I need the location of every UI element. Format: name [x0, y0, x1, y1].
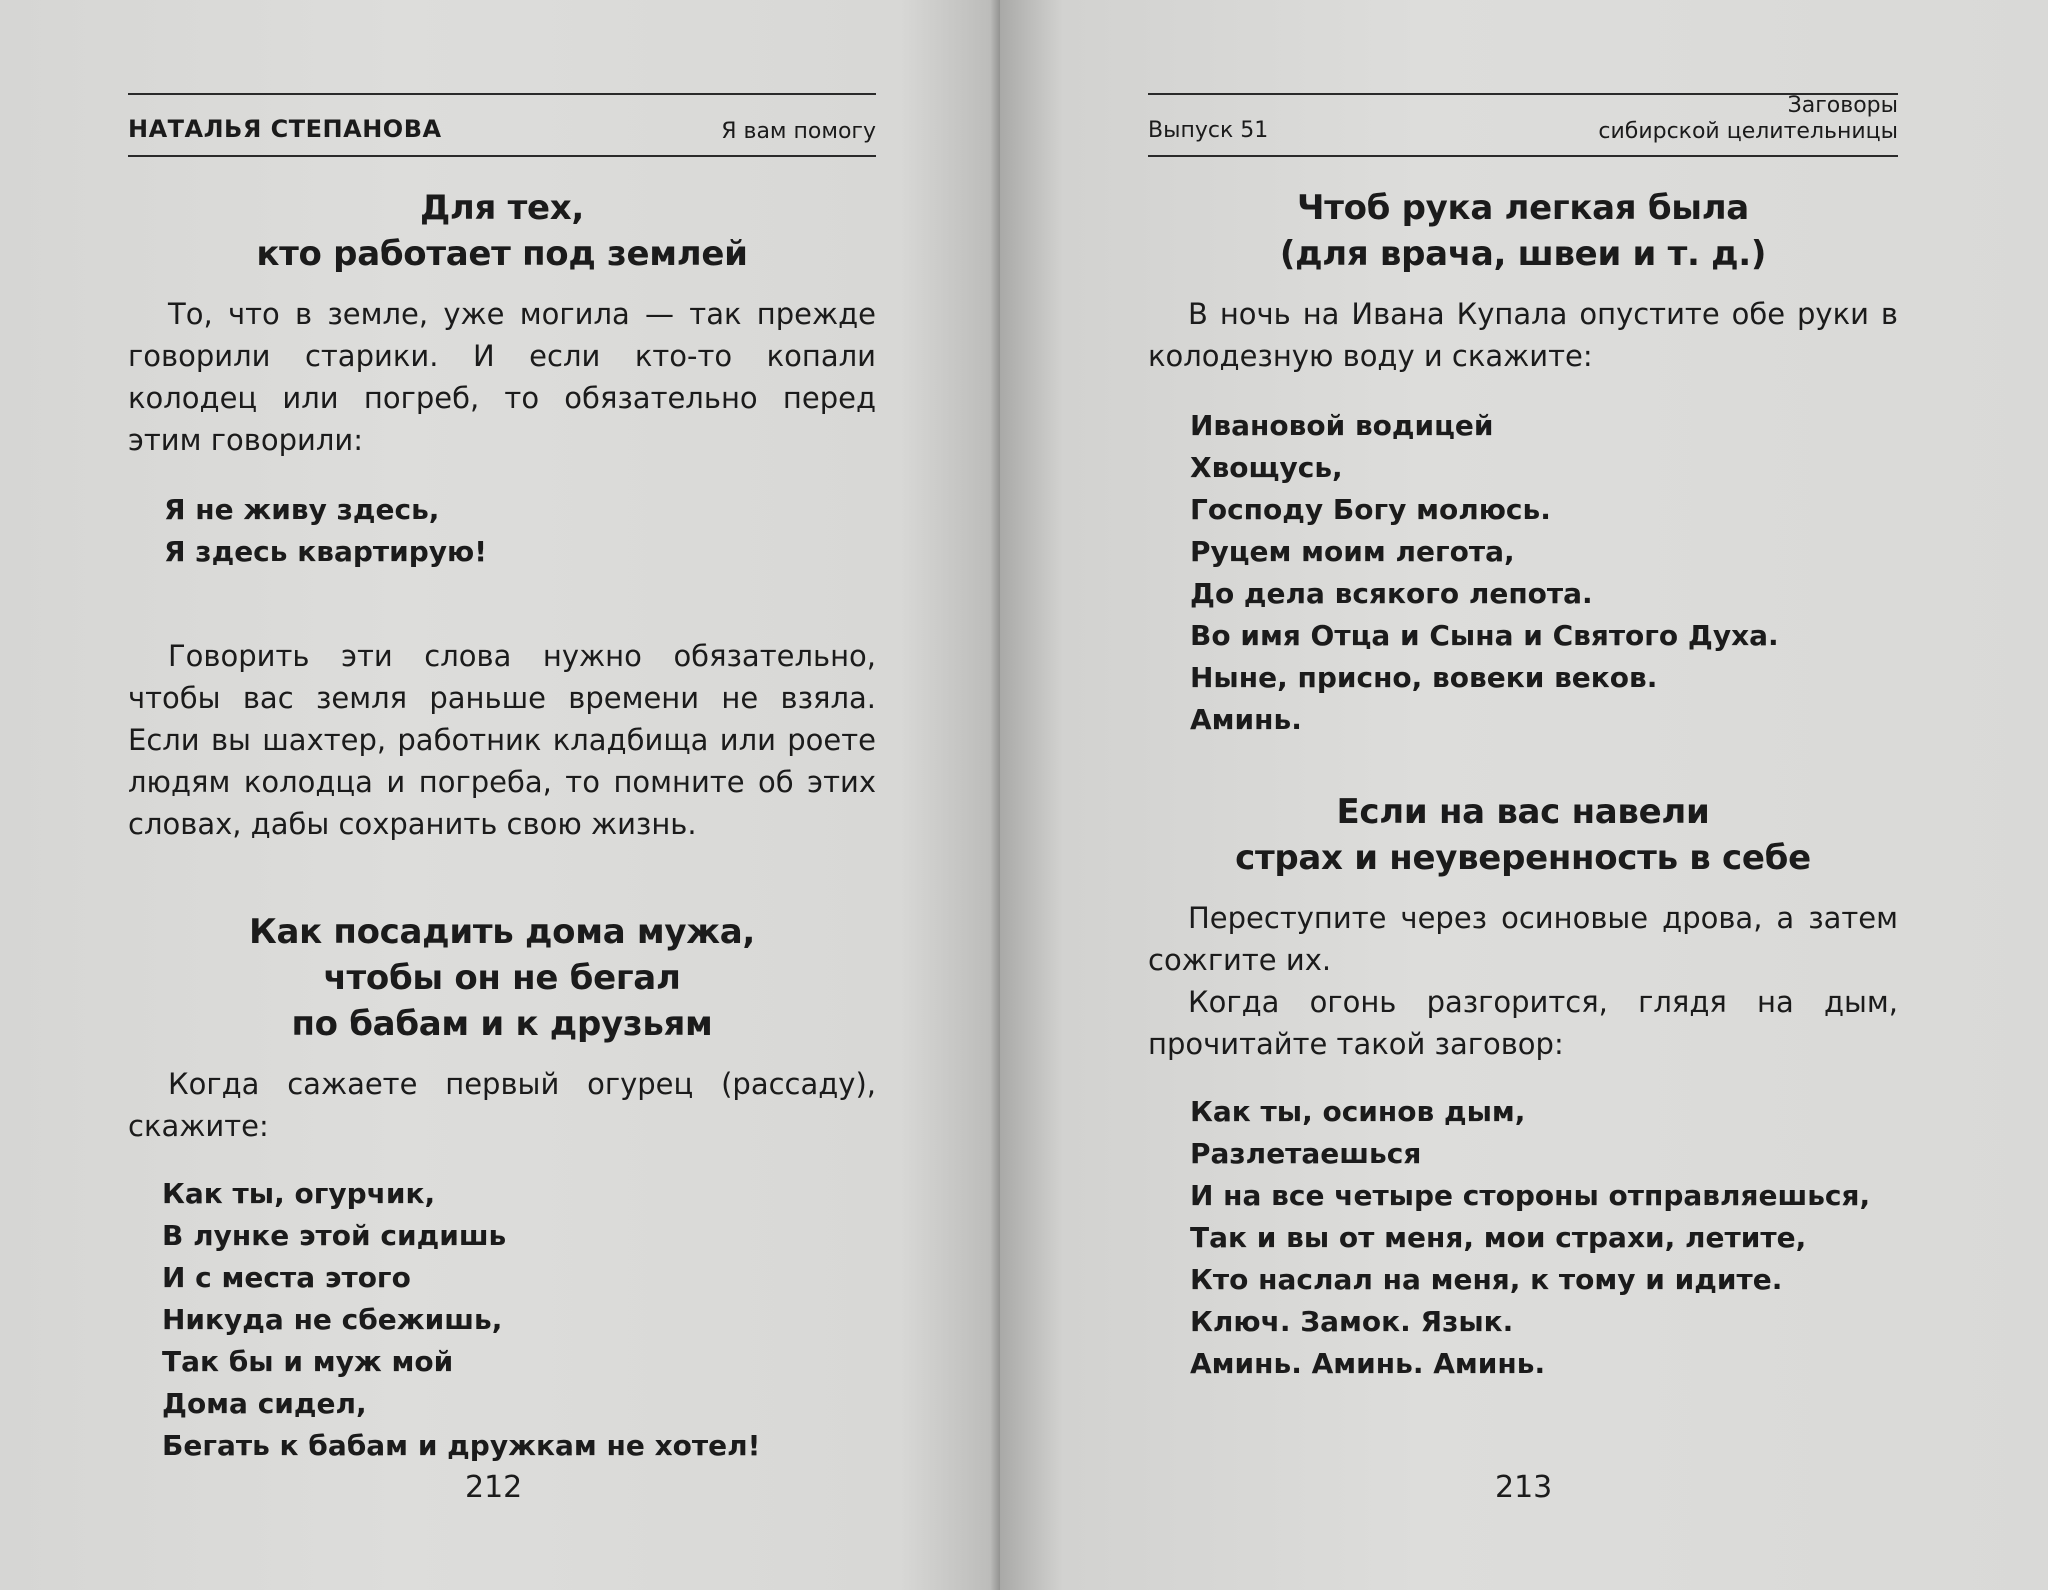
spell-verse: Как ты, огурчик, В лунке этой сидишь И с места этого Никуда не сбежишь, Так бы и муж мой Дома сидел, Бегать к бабам и дружкам не хотел!	[162, 1177, 761, 1462]
series-title: Заговоры сибирской целительницы	[1598, 93, 1898, 144]
page-number-left: 212	[465, 1470, 523, 1505]
page-number-right: 213	[1495, 1470, 1553, 1505]
paragraph: Когда огонь разгорится, глядя на дым, прочитайте такой заговор:	[1148, 985, 1898, 1061]
right-page	[1000, 0, 2048, 1590]
paragraph: Переступите через осиновые дрова, а затем сожгите их.	[1148, 901, 1898, 977]
paragraph: В ночь на Ивана Купала опустите обе руки в колодезную воду и скажите:	[1148, 297, 1898, 373]
book-title: Я вам помогу	[721, 119, 876, 144]
spell-verse: Ивановой водицей Хвощусь, Господу Богу молюсь. Руцем моим легота, До дела всякого лепота. Во имя Отца и Сына и Святого Духа. Ныне, присно, вовеки веков. Аминь.	[1190, 409, 1779, 736]
left-running-head	[128, 93, 876, 157]
left-body	[128, 185, 876, 1467]
author-name: НАТАЛЬЯ СТЕПАНОВА	[128, 115, 442, 143]
paragraph: Когда сажаете первый огурец (рассаду), скажите:	[128, 1067, 876, 1143]
spell-verse: Как ты, осинов дым, Разлетаешься И на все четыре стороны отправляешься, Так и вы от меня, мои страхи, летите, Кто наслал на меня, к тому и идите. Ключ. Замок. Язык. Аминь. Аминь. Аминь.	[1190, 1095, 1871, 1380]
spell-verse: Я не живу здесь, Я здесь квартирую!	[164, 493, 488, 568]
left-page	[0, 0, 1000, 1590]
section-title-husband: Как посадить дома мужа, чтобы он не бегал по бабам и к друзьям	[248, 912, 756, 1044]
issue-number: Выпуск 51	[1148, 118, 1269, 143]
section-title-light-hand: Чтоб рука легкая была (для врача, швеи и т. д.)	[1279, 188, 1767, 274]
right-running-head	[1148, 93, 1898, 157]
right-body	[1148, 185, 1898, 1385]
paragraph: То, что в земле, уже могила — так прежде говорили старики. И если кто-то копали колодец или погреб, то обязательно перед этим говорили:	[128, 297, 876, 457]
paragraph: Говорить эти слова нужно обязательно, чтобы вас земля раньше времени не взяла. Если вы шахтер, работник кладбища или роете людям колодца и погреба, то помните об этих словах, дабы сохранить свою жизнь.	[128, 639, 876, 841]
section-title-fear: Если на вас навели страх и неуверенность в себе	[1235, 792, 1811, 878]
section-title-underground: Для тех, кто работает под землей	[256, 188, 748, 274]
